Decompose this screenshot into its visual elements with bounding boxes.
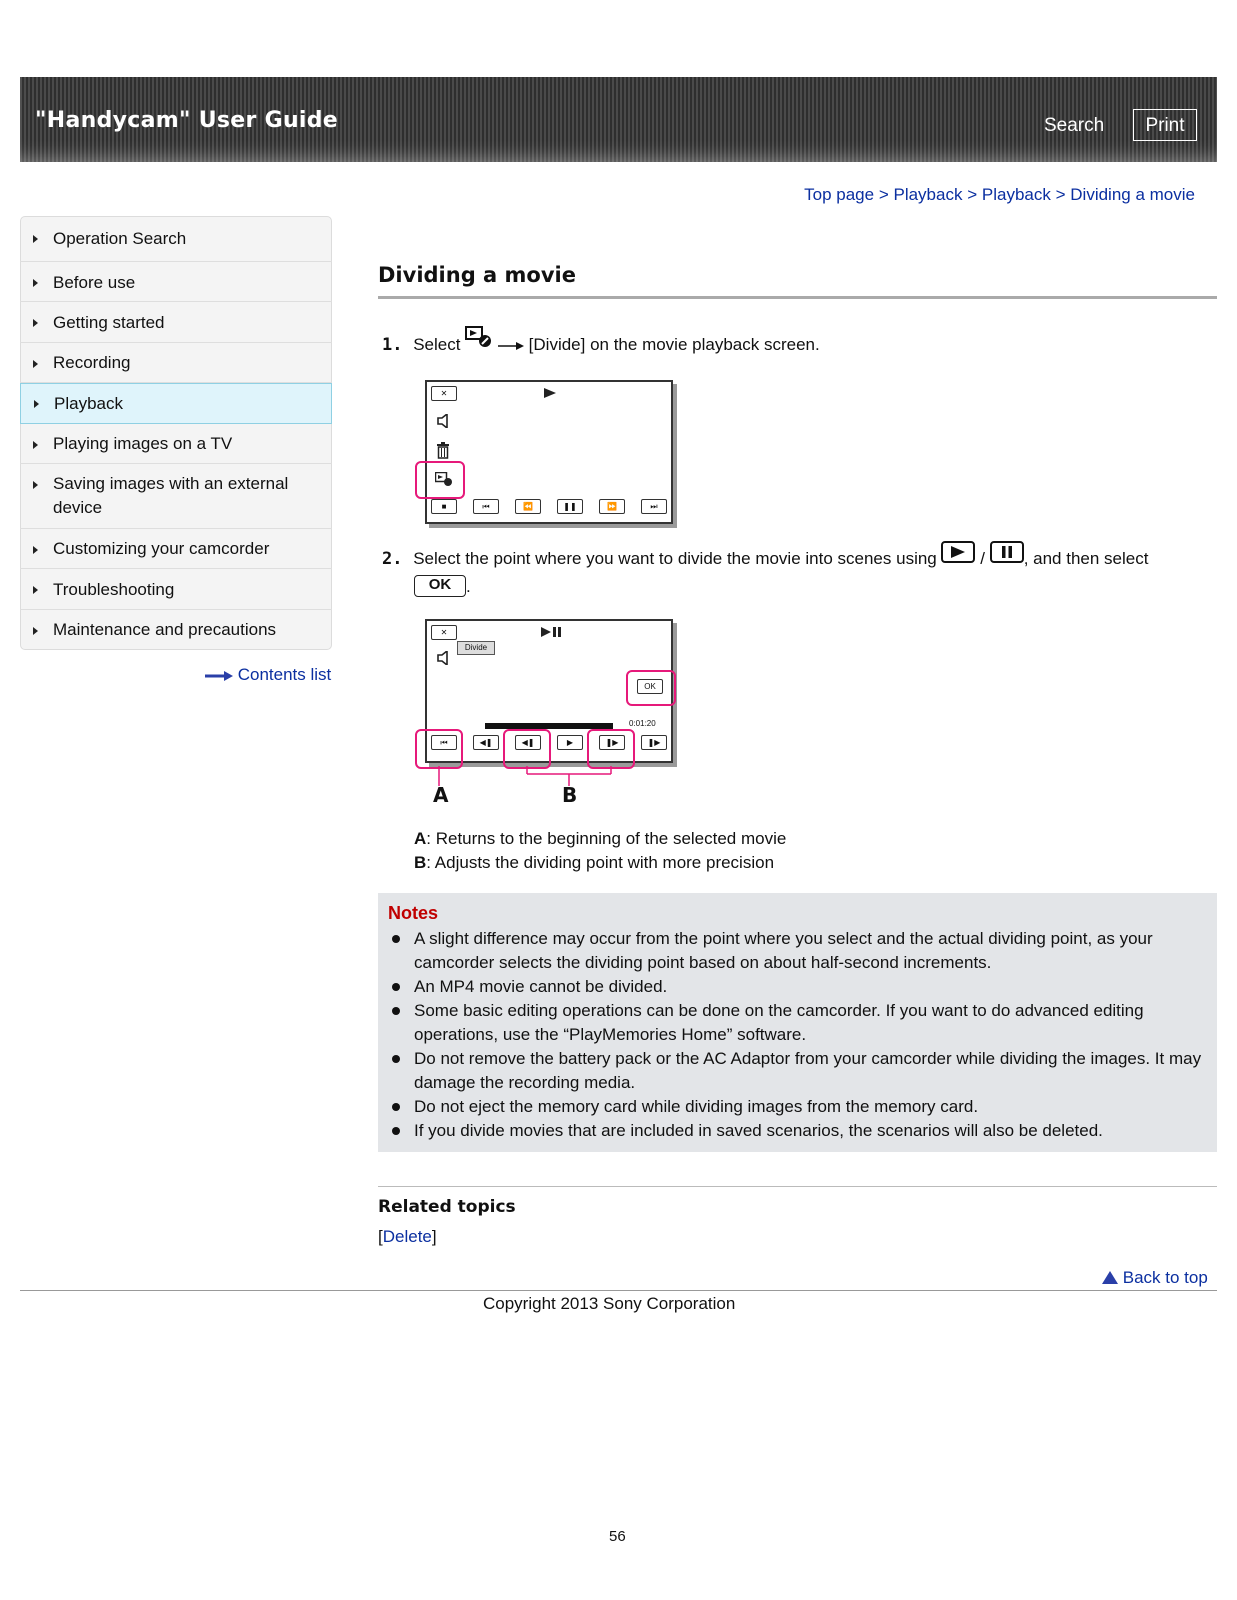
step-2-ok-line: OK .	[414, 575, 471, 597]
stop-button[interactable]: ■	[431, 499, 457, 514]
caret-right-icon	[33, 235, 38, 243]
label-b: B	[562, 783, 578, 807]
play-button-icon	[941, 541, 975, 563]
sidebar-item-operation-search[interactable]: Operation Search	[20, 216, 332, 262]
note-item: If you divide movies that are included in saved scenarios, the scenarios will also be deleted.	[414, 1121, 1103, 1140]
note-item: Do not remove the battery pack or the AC Adaptor from your camcorder while dividing the images. It may damage the recording media.	[414, 1049, 1202, 1092]
step-2: 2. Select the point where you want to divide the movie into scenes using / , and then select	[382, 547, 1148, 571]
frame-back-button[interactable]: ◀❚	[473, 735, 499, 750]
sidebar-item-customizing[interactable]: Customizing your camcorder	[20, 529, 332, 569]
sidebar-item-playback[interactable]: Playback	[20, 383, 332, 424]
note-item: Do not eject the memory card while dividing images from the memory card.	[414, 1097, 979, 1116]
divide-label: Divide	[457, 641, 495, 655]
playback-screen-figure-1	[425, 380, 673, 524]
bullet-icon	[392, 1007, 400, 1015]
related-topics-title: Related topics	[378, 1197, 516, 1217]
ok-button[interactable]: OK	[637, 679, 663, 694]
sidebar-item-playing-on-tv[interactable]: Playing images on a TV	[20, 424, 332, 464]
sidebar-item-saving-images[interactable]: Saving images with an external device	[20, 464, 332, 529]
caret-right-icon	[34, 400, 39, 408]
bullet-icon	[392, 1127, 400, 1135]
page-number: 56	[609, 1528, 626, 1545]
bullet-icon	[392, 935, 400, 943]
edit-menu-icon	[465, 325, 493, 349]
note-item: A slight difference may occur from the point where you select and the actual dividing point, as your camcorder selects the dividing point based on about half-second increments.	[414, 929, 1153, 972]
page-title: Dividing a movie	[378, 263, 576, 287]
legend-b: B: Adjusts the dividing point with more precision	[414, 853, 775, 872]
play-icon	[544, 388, 556, 398]
related-divider	[378, 1186, 1217, 1187]
caret-right-icon	[33, 481, 38, 489]
pause-button[interactable]: ❚❚	[557, 499, 583, 514]
caret-right-icon	[33, 441, 38, 449]
volume-icon	[437, 651, 451, 665]
title-divider	[378, 296, 1217, 299]
step-1: 1. Select [Divide] on the movie playback screen.	[382, 333, 820, 357]
go-to-start-button[interactable]: ⏮	[431, 735, 457, 750]
print-button[interactable]: Print	[1133, 109, 1197, 141]
step-1-number: 1.	[382, 335, 403, 355]
related-link-delete[interactable]: Delete	[382, 1227, 432, 1246]
button-b-right-highlight	[587, 729, 635, 769]
close-icon: ✕	[431, 625, 457, 640]
close-icon: ✕	[431, 386, 457, 401]
breadcrumb: Top page > Playback > Playback > Dividing a movie	[804, 185, 1195, 204]
button-b-left-highlight	[503, 729, 551, 769]
sidebar-item-getting-started[interactable]: Getting started	[20, 302, 332, 343]
breadcrumb-current[interactable]: Dividing a movie	[1070, 185, 1195, 204]
sidebar-item-recording[interactable]: Recording	[20, 343, 332, 383]
breadcrumb-top-page[interactable]: Top page	[804, 185, 875, 204]
play-button[interactable]: ▶	[557, 735, 583, 750]
back-to-top-link[interactable]: Back to top	[1102, 1268, 1208, 1288]
arrow-right-icon	[498, 341, 524, 351]
time-display: 0:01:20	[629, 719, 656, 728]
trash-icon	[436, 442, 450, 459]
arrow-right-icon	[205, 671, 233, 681]
note-item: Some basic editing operations can be done on the camcorder. If you want to do advanced editing operations, use the “PlayMemories Home” software.	[414, 1001, 1144, 1044]
bullet-icon	[392, 1103, 400, 1111]
caret-right-icon	[33, 586, 38, 594]
edit-menu-icon[interactable]	[435, 472, 453, 486]
rewind-button[interactable]: ⏪	[515, 499, 541, 514]
bullet-icon	[392, 983, 400, 991]
step-forward-button[interactable]: ❚▶	[599, 735, 625, 750]
up-triangle-icon	[1102, 1271, 1118, 1284]
ok-button-icon: OK	[414, 575, 466, 597]
next-button[interactable]: ⏭	[641, 499, 667, 514]
caret-right-icon	[33, 627, 38, 635]
caret-right-icon	[33, 360, 38, 368]
button-a-highlight	[415, 729, 463, 769]
legend-a: A: Returns to the beginning of the selected movie	[414, 829, 787, 848]
note-item: An MP4 movie cannot be divided.	[414, 977, 668, 996]
fast-forward-button[interactable]: ⏩	[599, 499, 625, 514]
label-a: A	[433, 783, 449, 807]
related-topics-list: [Delete]	[378, 1227, 437, 1246]
footer-divider	[20, 1290, 1217, 1291]
bullet-icon	[392, 1055, 400, 1063]
search-link[interactable]: Search	[1044, 115, 1105, 136]
caret-right-icon	[33, 546, 38, 554]
notes-title: Notes	[388, 903, 439, 923]
caret-right-icon	[33, 319, 38, 327]
contents-list-link[interactable]: Contents list	[205, 665, 331, 685]
sidebar-item-maintenance[interactable]: Maintenance and precautions	[20, 610, 332, 650]
caret-right-icon	[33, 279, 38, 287]
step-2-number: 2.	[382, 549, 403, 569]
sidebar-item-troubleshooting[interactable]: Troubleshooting	[20, 569, 332, 610]
breadcrumb-playback-1[interactable]: Playback	[893, 185, 963, 204]
guide-title: "Handycam" User Guide	[35, 108, 339, 133]
play-pause-icon	[541, 627, 561, 637]
step-back-button[interactable]: ◀❚	[515, 735, 541, 750]
sidebar-item-before-use[interactable]: Before use	[20, 262, 332, 302]
pause-button-icon	[990, 541, 1024, 563]
volume-icon	[437, 414, 451, 428]
previous-button[interactable]: ⏮	[473, 499, 499, 514]
copyright: Copyright 2013 Sony Corporation	[483, 1294, 736, 1313]
frame-forward-button[interactable]: ❚▶	[641, 735, 667, 750]
breadcrumb-playback-2[interactable]: Playback	[981, 185, 1051, 204]
